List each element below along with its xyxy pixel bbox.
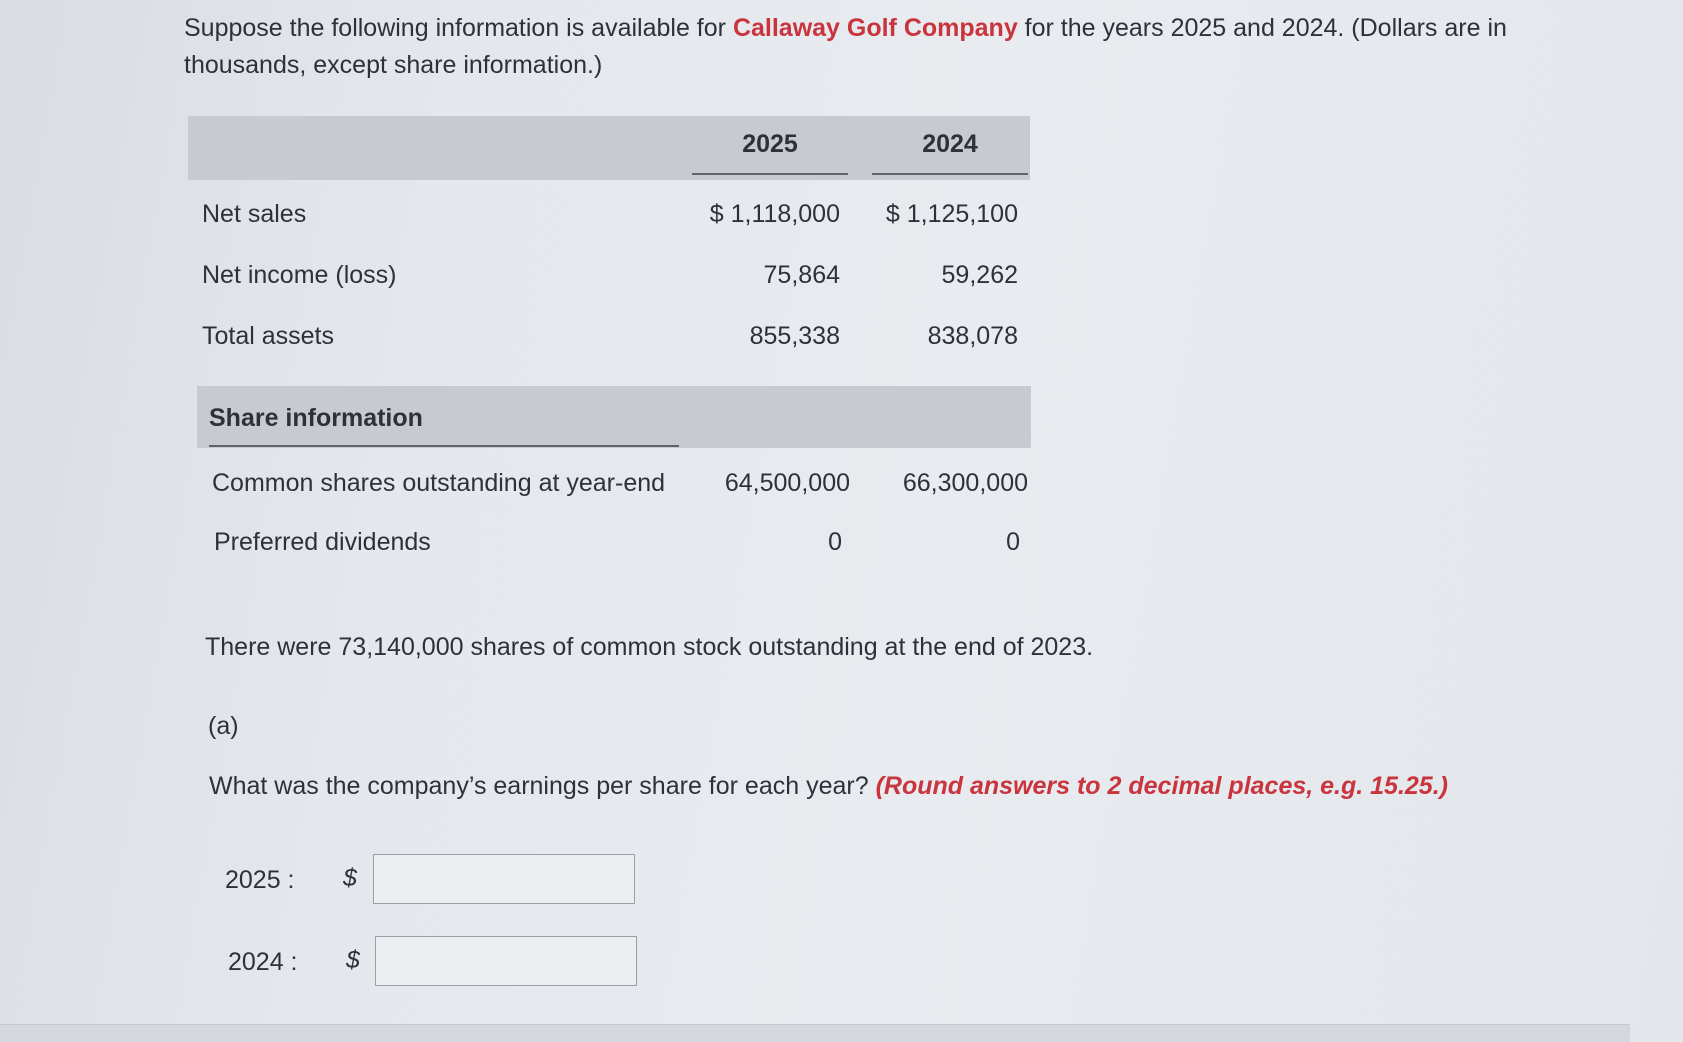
value-2025: 75,864 <box>763 261 840 289</box>
row-label: Preferred dividends <box>214 528 431 556</box>
eps-2025-input[interactable] <box>373 854 635 904</box>
value-2025: $ 1,118,000 <box>709 200 840 228</box>
table-row-net-income <box>188 249 1030 299</box>
value-2025: 0 <box>828 528 842 556</box>
row-label: Net sales <box>202 200 307 228</box>
column-header-2024: 2024 <box>872 130 1028 175</box>
dollar-sign: $ <box>346 946 360 974</box>
answer-year-label: 2024 : <box>228 948 298 976</box>
row-label: Total assets <box>202 322 335 350</box>
value-2025: 64,500,000 <box>724 469 850 497</box>
value-2025: 855,338 <box>749 322 840 350</box>
eps-2024-input[interactable] <box>375 936 637 986</box>
table-row-net-sales <box>188 188 1030 238</box>
bottom-panel-edge <box>0 1024 1630 1042</box>
table-row-total-assets <box>188 310 1030 360</box>
intro-text-before: Suppose the following information is available for <box>184 14 733 42</box>
table-header-row <box>188 116 1030 180</box>
company-name: Callaway Golf Company <box>732 14 1018 42</box>
part-label: (a) <box>208 712 239 740</box>
value-2024: 0 <box>1006 528 1020 556</box>
column-header-2025: 2025 <box>692 130 848 175</box>
value-2024: 66,300,000 <box>902 469 1028 497</box>
table-row-preferred-dividends <box>200 516 1042 566</box>
share-information-title: Share information <box>209 404 679 447</box>
row-label: Common shares outstanding at year-end <box>212 469 666 497</box>
answer-year-label: 2025 : <box>225 866 295 894</box>
value-2024: 838,078 <box>927 322 1018 350</box>
rounding-instruction: (Round answers to 2 decimal places, e.g. 15.25.) <box>875 772 1448 800</box>
question-text: What was the company’s earnings per share for each year? <box>209 772 876 800</box>
dollar-sign: $ <box>343 864 357 892</box>
question-prompt <box>209 772 1448 801</box>
value-2024: 59,262 <box>941 261 1018 289</box>
problem-intro <box>184 10 1604 84</box>
intro-text-after: for the years 2025 and 2024. (Dollars are in thousands, except share information.) <box>184 14 1507 79</box>
table-row-common-shares <box>198 457 1040 507</box>
row-label: Net income (loss) <box>202 261 397 289</box>
shares-outstanding-note: There were 73,140,000 shares of common stock outstanding at the end of 2023. <box>205 633 1094 661</box>
share-information-header <box>197 386 1031 448</box>
value-2024: $ 1,125,100 <box>885 200 1018 228</box>
